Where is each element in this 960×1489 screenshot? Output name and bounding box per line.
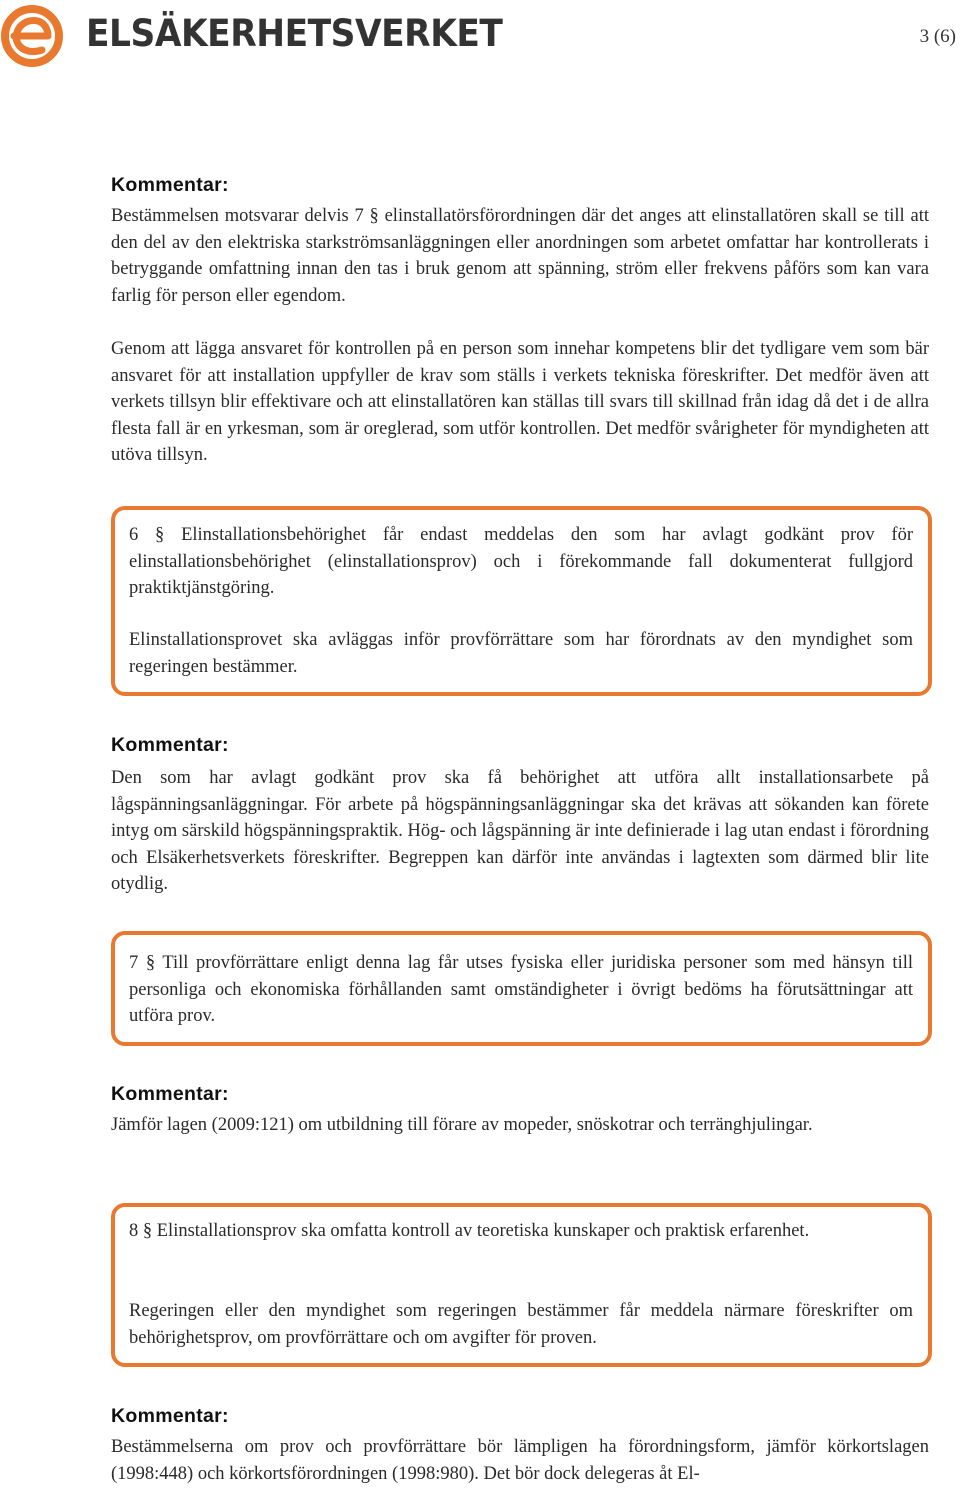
- section-6-paragraph-2: Elinstallationsprovet ska avläggas inför provförrättare som har förordnats av den myndighet som regeringen bestämmer.: [129, 630, 913, 677]
- logo-text: ELSÄKERHETSVERKET: [86, 12, 503, 55]
- comment-3-paragraph-1: Jämför lagen (2009:121) om utbildning till förare av mopeder, snöskotrar och terränghjulingar.: [111, 1115, 813, 1135]
- page-number: 3 (6): [919, 26, 956, 47]
- comment-1-paragraph-2: Genom att lägga ansvaret för kontrollen på en person som innehar kompetens blir det tydligare vem som bär ansvaret för att installation uppfyller de krav som ställs i verkets tekniska föreskrifter. Det medför även att verkets tillsyn blir effektivare och att elinstallatören kan ställas till svars till skillnad från idag då det i de allra flesta fall är en yrkesman, som är oreglerad, som utför kontrollen. Det medför svårigheter för myndigheten att utöva tillsyn.: [111, 339, 929, 465]
- comment-heading-4: Kommentar:: [111, 1405, 229, 1427]
- section-8-paragraph-2: Regeringen eller den myndighet som regeringen bestämmer får meddela närmare föreskrifter om behörighetsprov, om provförrättare och om avgifter för proven.: [129, 1301, 913, 1348]
- section-8-paragraph-1: 8 § Elinstallationsprov ska omfatta kontroll av teoretiska kunskaper och praktisk erfarenhet.: [129, 1221, 810, 1241]
- comment-1-paragraph-1: Bestämmelsen motsvarar delvis 7 § elinstallatörsförordningen där det anges att elinstallatören skall se till att den del av den elektriska starkströmsanläggningen eller anordningen som arbetet omfattar har kontrollerats i betryggande omfattning innan den tas i bruk genom att spänning, ström eller frekvens påförs som kan vara farlig för person eller egendom.: [111, 206, 929, 306]
- section-7-paragraph-1: 7 § Till provförrättare enligt denna lag får utses fysiska eller juridiska personer som med hänsyn till personliga och ekonomiska förhållanden samt omständigheter i övrigt bedöms ha förutsättningar att utföra prov.: [129, 953, 913, 1026]
- comment-heading-1: Kommentar:: [111, 174, 229, 196]
- elsakerhetsverket-logo: [0, 0, 520, 72]
- comment-2-paragraph-1: Den som har avlagt godkänt prov ska få behörighet att utföra allt installationsarbete på lågspänningsanläggningar. För arbete på högspänningsanläggningar ska det krävas att sökanden kan förete intyg om särskild högspänningspraktik. Hög- och lågspänning är inte definierade i lag utan endast i förordning och Elsäkerhetsverkets föreskrifter. Begreppen kan därför inte användas i lagtexten som därmed blir lite otydlig.: [111, 768, 929, 894]
- comment-heading-2: Kommentar:: [111, 734, 229, 756]
- section-6-paragraph-1: 6 § Elinstallationsbehörighet får endast meddelas den som har avlagt godkänt prov för elinstallationsbehörighet (elinstallationsprov) och i förekommande fall dokumenterat fullgjord praktiktjänstgöring.: [129, 525, 913, 598]
- elsakerhetsverket-logo-icon: [0, 4, 64, 68]
- comment-heading-3: Kommentar:: [111, 1083, 229, 1105]
- comment-4-paragraph-1: Bestämmelserna om prov och provförrättare bör lämpligen ha förordningsform, jämför körkortslagen (1998:448) och körkortsförordningen (1998:980). Det bör dock delegeras åt El-: [111, 1437, 929, 1484]
